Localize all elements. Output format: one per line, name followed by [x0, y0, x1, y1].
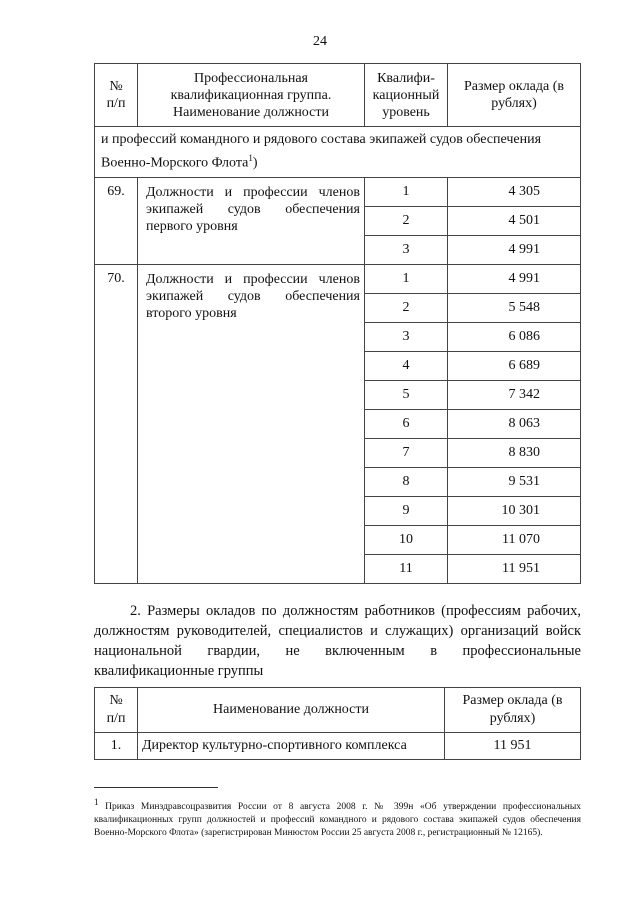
row-number: 1. [95, 733, 138, 760]
continuation-main: и профессий командного и рядового состава экипажей судов обеспечения Военно-Морского Флота [101, 132, 542, 171]
salary-value: 4 991 [448, 235, 581, 264]
table-header-row [95, 64, 581, 127]
salary-value: 11 951 [448, 554, 581, 583]
group-number: 69. [95, 177, 138, 264]
salary-value: 4 305 [448, 177, 581, 206]
salary-value: 4 501 [448, 206, 581, 235]
qualification-level: 8 [365, 467, 448, 496]
salary-value: 7 342 [448, 380, 581, 409]
footnote-marker: 1 [94, 797, 99, 807]
salary-value: 11 070 [448, 525, 581, 554]
qualification-level: 2 [365, 293, 448, 322]
header-salary: Размер оклада (в рублях) [445, 688, 581, 733]
qualification-level: 1 [365, 177, 448, 206]
salary-value: 6 689 [448, 351, 581, 380]
header-salary: Размер оклада (в рублях) [448, 64, 581, 127]
paragraph-2: 2. Размеры окладов по должностям работников (профессиям рабочих, должностям руководителей, специалистов и служащих) организаций войск национальной гвардии, не включенным в профессиональные квалификационные группы [94, 603, 581, 679]
table-row [95, 177, 581, 206]
salary-value: 8 830 [448, 438, 581, 467]
position-name: Директор культурно-спортивного комплекса [138, 733, 445, 760]
qualification-level: 4 [365, 351, 448, 380]
qualification-level: 3 [365, 235, 448, 264]
qualification-level: 10 [365, 525, 448, 554]
qualification-level: 7 [365, 438, 448, 467]
salary-value: 11 951 [445, 733, 581, 760]
qualification-level: 1 [365, 264, 448, 293]
header-position-name: Наименование должности [138, 688, 445, 733]
page-number: 24 [313, 34, 327, 49]
footnote-divider [94, 787, 218, 788]
table-header-row [95, 688, 581, 733]
table-row [95, 733, 581, 760]
salary-value: 6 086 [448, 322, 581, 351]
header-number: № п/п [95, 688, 138, 733]
group-name: Должности и профессии членов экипажей судов обеспечения второго уровня [138, 264, 365, 583]
qualification-level: 9 [365, 496, 448, 525]
footnote-text: Приказ Минздравсоцразвития России от 8 августа 2008 г. № 399н «Об утверждении профессиональных квалификационных групп должностей и профессий командного и рядового состава экипажей судов обеспечения Военно-Морского Флота» (зарегистрирован Минюстом России 25 августа 2008 г., регистрационный № 12165). [94, 802, 582, 839]
salary-table-other-positions [94, 687, 581, 760]
salary-value: 10 301 [448, 496, 581, 525]
salary-value: 4 991 [448, 264, 581, 293]
salary-value: 5 548 [448, 293, 581, 322]
qualification-level: 6 [365, 409, 448, 438]
group-name: Должности и профессии членов экипажей судов обеспечения первого уровня [138, 177, 365, 264]
header-level: Квалифи-кационный уровень [365, 64, 448, 127]
qualification-level: 3 [365, 322, 448, 351]
header-number: № п/п [95, 64, 138, 127]
table-row [95, 264, 581, 293]
footnote [94, 796, 581, 840]
qualification-level: 11 [365, 554, 448, 583]
salary-value: 8 063 [448, 409, 581, 438]
header-group-name: Профессиональная квалификационная группа. Наименование должности [138, 64, 365, 127]
continuation-row [95, 127, 581, 178]
qualification-level: 5 [365, 380, 448, 409]
salary-table-qualification-groups [94, 63, 581, 584]
continuation-tail: ) [252, 155, 258, 171]
continuation-text [95, 127, 581, 178]
qualification-level: 2 [365, 206, 448, 235]
footnote-ref: 1 [248, 153, 253, 163]
group-number: 70. [95, 264, 138, 583]
salary-value: 9 531 [448, 467, 581, 496]
